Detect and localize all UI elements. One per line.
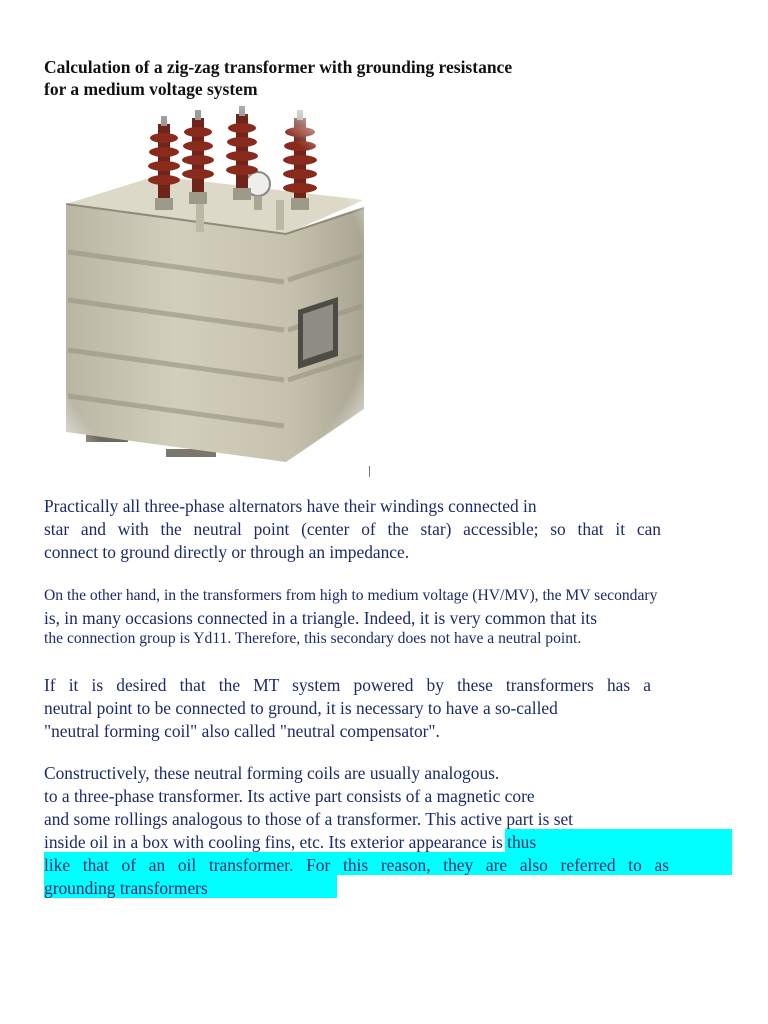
paragraph-1-line-2: star and with the neutral point (center of the star) accessible; so that it can (44, 519, 661, 539)
title-line-1: Calculation of a zig-zag transformer with grounding resistance (44, 57, 513, 77)
paragraph-3-line-3: "neutral forming coil" also called "neutral compensator". (44, 721, 440, 741)
paragraph-1-line-3: connect to ground directly or through an impedance. (44, 542, 410, 562)
paragraph-1-line-1: Practically all three-phase alternators have their windings connected in (44, 496, 537, 516)
paragraph-4 (44, 762, 734, 900)
text-cursor (369, 466, 370, 477)
paragraph-2-line-2: is, in many occasions connected in a triangle. Indeed, it is very common that its (44, 608, 597, 628)
paragraph-4-line-4: inside oil in a box with cooling fins, etc. Its exterior appearance is thus (44, 832, 537, 852)
paragraph-4-line-2: to a three-phase transformer. Its active part consists of a magnetic core (44, 786, 535, 806)
document-title (44, 56, 664, 100)
paragraph-2-line-3: the connection group is Yd11. Therefore, this secondary does not have a neutral point. (44, 630, 582, 647)
paragraph-4-line-5: like that of an oil transformer. For this reason, they are also referred to as (44, 855, 669, 875)
paragraph-4-line-3: and some rollings analogous to those of a transformer. This active part is set (44, 809, 574, 829)
paragraph-3 (44, 674, 664, 743)
paragraph-1 (44, 495, 664, 564)
transformer-photo (46, 104, 371, 482)
paragraph-4-line-6: grounding transformers (44, 878, 208, 898)
title-line-2: for a medium voltage system (44, 79, 258, 99)
paragraph-4-line-1: Constructively, these neutral forming coils are usually analogous. (44, 763, 500, 783)
paragraph-3-line-1: If it is desired that the MT system powered by these transformers has a (44, 675, 651, 695)
paragraph-2 (44, 584, 756, 647)
paragraph-2-line-1: On the other hand, in the transformers from high to medium voltage (HV/MV), the MV secondary (44, 587, 658, 604)
paragraph-3-line-2: neutral point to be connected to ground, it is necessary to have a so-called (44, 698, 558, 718)
